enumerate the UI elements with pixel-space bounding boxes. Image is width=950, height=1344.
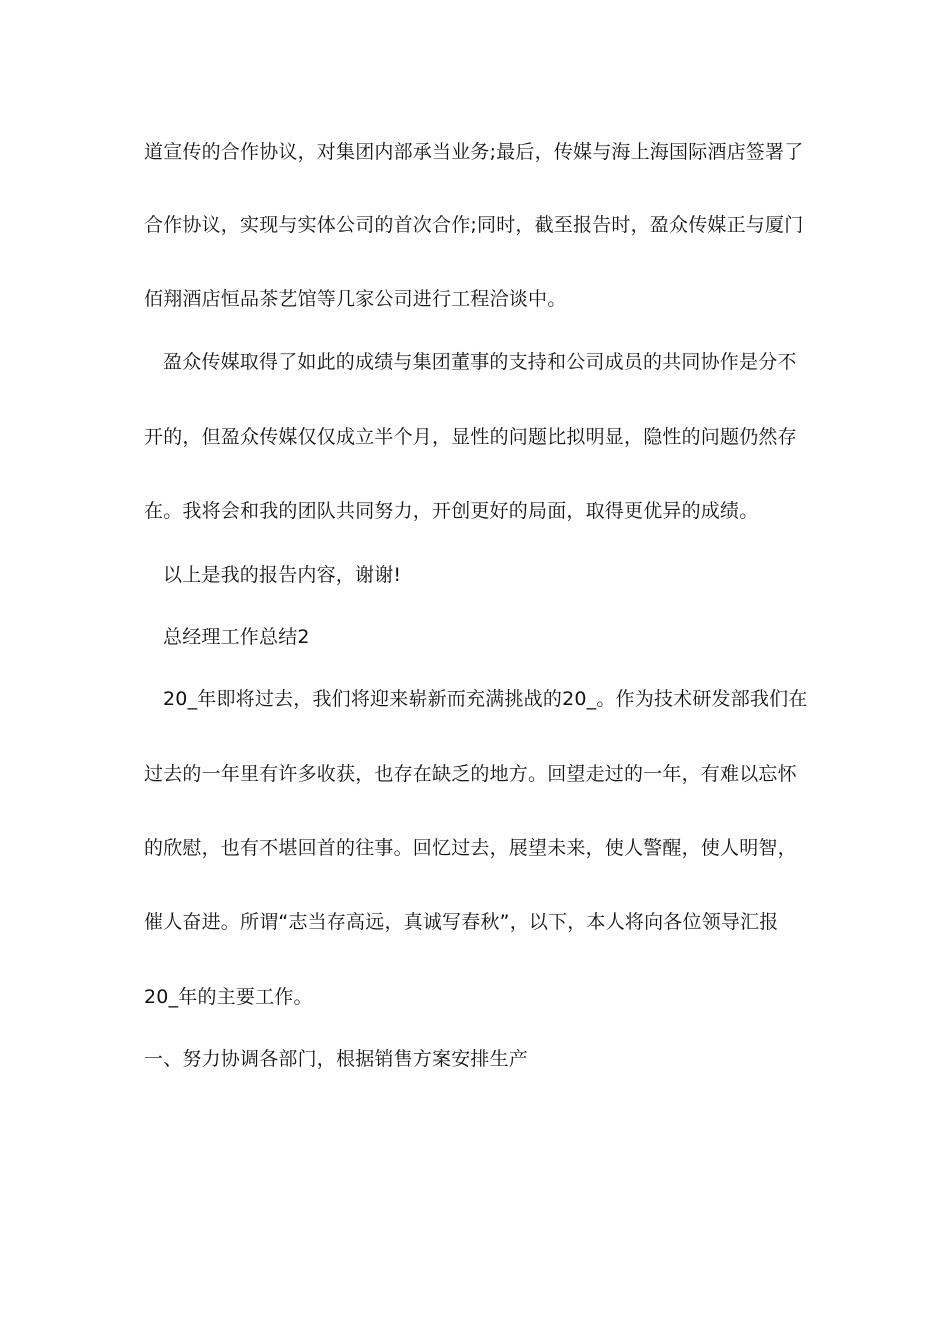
paragraph-line: 佰翔酒店恒品茶艺馆等几家公司进行工程洽谈中。 — [144, 288, 567, 310]
paragraph-line: 20_年即将过去，我们将迎来崭新而充满挑战的20_。作为技术研发部我们在 — [163, 688, 808, 710]
section-heading: 总经理工作总结2 — [163, 626, 310, 648]
paragraph-line: 催人奋进。所谓“志当存高远，真诚写春秋”，以下，本人将向各位领导汇报 — [144, 911, 779, 933]
subsection-heading: 一、努力协调各部门，根据销售方案安排生产 — [144, 1048, 529, 1070]
paragraph-line: 合作协议，实现与实体公司的首次合作;同时，截至报告时，盈众传媒正与厦门 — [144, 214, 804, 236]
paragraph-line: 20_年的主要工作。 — [144, 986, 313, 1008]
paragraph-line: 道宣传的合作协议，对集团内部承当业务;最后，传媒与海上海国际酒店签署了 — [144, 141, 804, 163]
paragraph-line: 的欣慰，也有不堪回首的往事。回忆过去，展望未来，使人警醒，使人明智， — [144, 837, 797, 859]
paragraph-line: 过去的一年里有许多收获，也存在缺乏的地方。回望走过的一年，有难以忘怀 — [144, 763, 797, 785]
paragraph-line: 在。我将会和我的团队共同努力，开创更好的局面，取得更优异的成绩。 — [144, 500, 759, 522]
paragraph-line: 开的，但盈众传媒仅仅成立半个月，显性的问题比拟明显，隐性的问题仍然存 — [144, 426, 797, 448]
closing-line: 以上是我的报告内容，谢谢! — [163, 564, 402, 586]
paragraph-line: 盈众传媒取得了如此的成绩与集团董事的支持和公司成员的共同协作是分不 — [163, 351, 797, 373]
